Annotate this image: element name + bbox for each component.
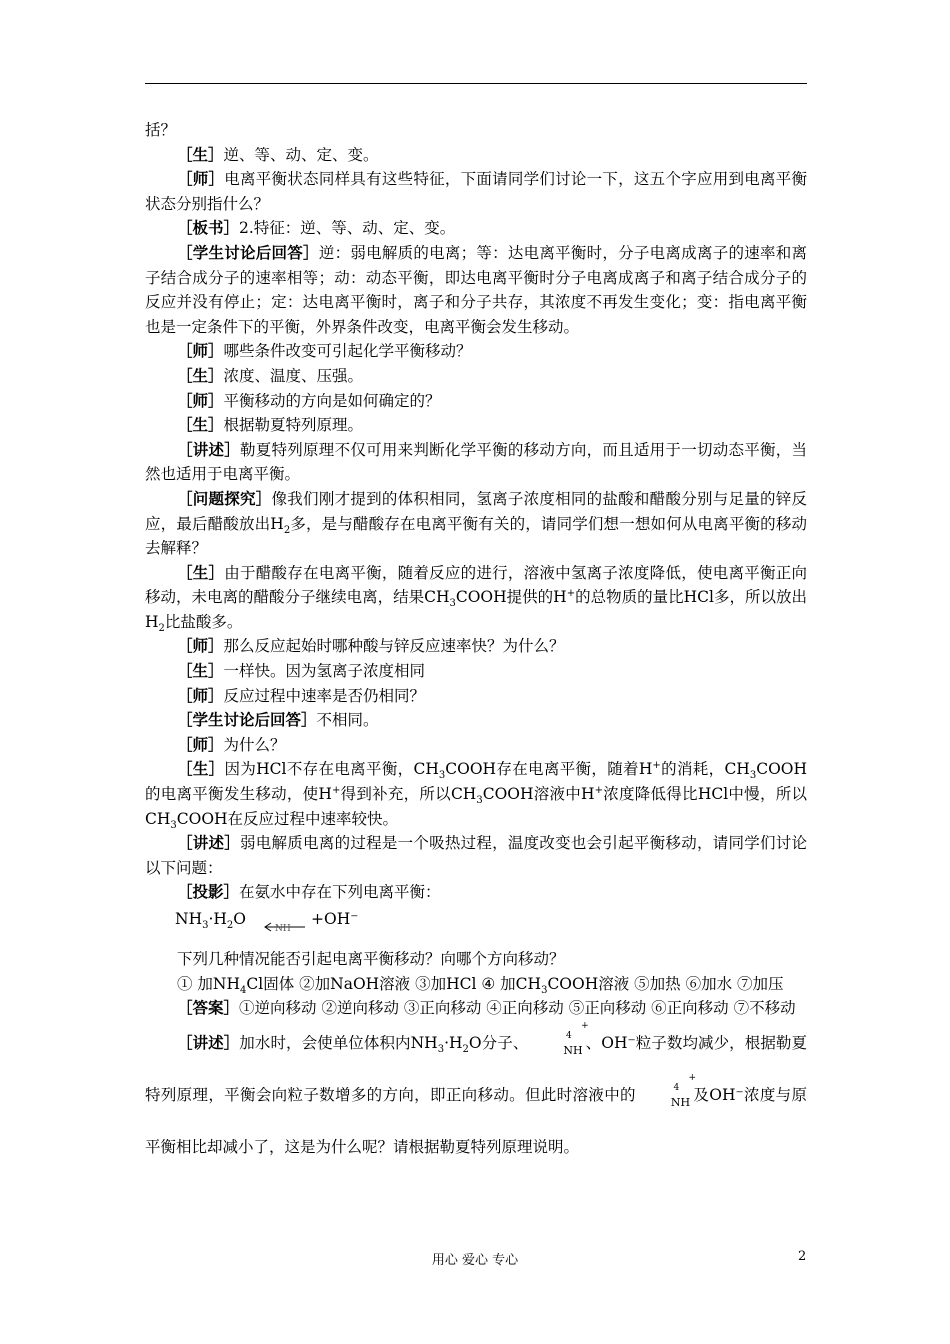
text: 因为HCl不存在电离平衡，CH (224, 760, 439, 779)
role-tag: ［投影］ (177, 883, 240, 902)
paragraph (145, 438, 807, 487)
text: 根据勒夏特列原理。 (223, 416, 364, 435)
role-tag: ［师］ (177, 735, 224, 754)
text: NH (175, 910, 203, 928)
subscript: 3 (749, 770, 757, 782)
text: 一样快。因为氢离子浓度相同 (223, 662, 426, 681)
role-tag: ［讲述］ (177, 440, 241, 459)
subscript: 3 (437, 1043, 445, 1055)
text: 括？ (145, 121, 177, 139)
role-tag: ［学生讨论后回答］ (177, 711, 317, 730)
text: COOH的电离平衡发生移动，使H (145, 760, 807, 804)
paragraph (145, 996, 807, 1021)
paragraph (145, 659, 807, 684)
paragraph (145, 167, 807, 216)
charge-subscript (549, 1021, 589, 1041)
subscript: 3 (202, 920, 209, 932)
paragraph (145, 143, 807, 168)
paragraph (145, 241, 807, 339)
role-tag: ［师］ (177, 170, 225, 189)
text: 、OH⁻粒子数均减少，根据勒夏特列原理，平衡会向粒子数增多的方向，即正向移动。但此时溶液中的 (145, 1033, 807, 1104)
role-tag: ［师］ (177, 391, 224, 410)
paragraph (145, 757, 807, 831)
paragraph (145, 389, 807, 414)
text: 2.特征：逆、等、动、定、变。 (239, 219, 456, 238)
header-rule (145, 83, 807, 84)
role-tag: ［师］ (177, 637, 224, 656)
text: 的总物质的量比HCl多，所以放出H (145, 588, 808, 631)
superscript: + (652, 760, 661, 772)
text: ·H (208, 910, 227, 928)
text: COOH提供的H (455, 588, 567, 607)
text: ① 加NH (177, 974, 241, 993)
text: 反应过程中速率是否仍相同？ (223, 686, 426, 705)
text: 平衡移动的方向是如何确定的？ (223, 391, 441, 410)
text: 弱电解质电离的过程是一个吸热过程，温度改变也会引起平衡移动，请同学们讨论以下问题： (145, 834, 807, 877)
ionization-equation (175, 905, 807, 947)
text: 逆：弱电解质的电离；等：达电离平衡时，分子电离成离子的速率和离子结合成分子的速率相等；动：动态平衡，即达电离平衡时分子电离成离子和离子结合成分子的反应并没有停止；定：达电离平衡时，离子和分子共存，其浓度不再发生变化；变：指电离平衡也是一定条件下的平衡，外界条件改变，电离平衡会发生移动。 (145, 243, 807, 336)
superscript: + (566, 588, 576, 600)
paragraph (145, 561, 807, 635)
subscript: 4 (673, 1082, 680, 1093)
text: 勒夏特列原理不仅可用来判断化学平衡的移动方向，而且适用于一切动态平衡，当然也适用于电离平衡。 (145, 440, 807, 484)
paragraph (145, 733, 807, 758)
text: 的消耗，CH (660, 760, 750, 779)
subscript: 2 (158, 622, 165, 634)
subscript: 3 (449, 598, 456, 610)
role-tag: ［讲述］ (177, 1033, 240, 1052)
equilibrium-arrow-icon (261, 915, 307, 939)
paragraph (145, 118, 807, 143)
role-tag: ［问题探究］ (177, 489, 272, 508)
paragraph (145, 1021, 807, 1169)
text: COOH存在电离平衡，随着H (445, 760, 653, 779)
subscript: 4 (240, 984, 247, 996)
text: 哪些条件改变可引起化学平衡移动？ (223, 342, 472, 361)
superscript: + (331, 784, 341, 796)
ammonium-ion (639, 1072, 697, 1125)
subscript: 2 (226, 920, 234, 932)
role-tag: ［生］ (177, 760, 225, 779)
paragraph (145, 634, 807, 659)
arrow-label: NH (275, 924, 291, 934)
text: O (233, 910, 247, 928)
role-tag: ［生］ (177, 563, 225, 582)
paragraph (145, 831, 807, 880)
text: 加水时，会使单位体积内NH (239, 1033, 438, 1052)
paragraph (145, 339, 807, 364)
role-tag: ［生］ (177, 416, 224, 435)
text: ①逆向移动 ②逆向移动 ③正向移动 ④正向移动 ⑤正向移动 ⑥正向移动 ⑦不移动 (239, 999, 796, 1018)
text: 浓度、温度、压强。 (223, 366, 364, 385)
subscript: 3 (170, 819, 177, 831)
paragraph (145, 708, 807, 733)
text: NH (670, 1095, 691, 1109)
charge-subscript (657, 1073, 697, 1093)
text: 不相同。 (316, 711, 379, 730)
role-tag: ［答案］ (177, 999, 240, 1018)
subscript: 3 (541, 984, 548, 996)
role-tag: ［师］ (177, 686, 224, 705)
role-tag: ［生］ (177, 145, 224, 164)
text: 那么反应起始时哪种酸与锌反应速率快？为什么？ (223, 637, 565, 656)
text: 由于醋酸存在电离平衡，随着反应的进行，溶液中氢离子浓度降低，使电离平衡正向移动，未电离的醋酸分子继续电离，结果CH (145, 563, 807, 607)
role-tag: ［学生讨论后回答］ (177, 243, 319, 262)
paragraph (145, 216, 807, 241)
equation-right: +OH⁻ (311, 910, 359, 928)
ammonium-ion (531, 1020, 589, 1073)
equation-left (175, 907, 246, 932)
text: 电离平衡状态同样具有这些特征，下面请同学们讨论一下，这五个字应用到电离平衡状态分别指什么？ (145, 170, 807, 213)
role-tag: ［板书］ (177, 219, 240, 238)
subscript: 2 (283, 524, 291, 536)
role-tag: ［讲述］ (177, 834, 241, 853)
text: 下列几种情况能否引起电离平衡移动？向哪个方向移动？ (177, 950, 565, 968)
subscript: 2 (462, 1043, 469, 1055)
paragraph (145, 947, 807, 972)
text: 得到补充，所以CH (340, 785, 477, 804)
role-tag: ［生］ (177, 662, 224, 681)
subscript: 3 (476, 795, 483, 807)
text: 多，是与醋酸存在电离平衡有关的，请同学们想一想如何从电离平衡的移动去解释？ (145, 514, 807, 558)
charge: + (688, 1072, 697, 1083)
text: 像我们刚才提到的体积相同，氢离子浓度相同的盐酸和醋酸分别与足量的锌反应，最后醋酸放出H (145, 489, 807, 533)
document-body (145, 118, 807, 1169)
paragraph (145, 880, 807, 905)
superscript: + (594, 784, 603, 796)
paragraph (145, 972, 807, 997)
subscript: 4 (565, 1030, 572, 1041)
text: NH (563, 1043, 583, 1057)
text: 在氨水中存在下列电离平衡： (239, 883, 441, 902)
text: 浓度降低得比HCl中慢，所以CH (145, 785, 807, 828)
text: ·H (444, 1033, 463, 1052)
paragraph (145, 413, 807, 438)
role-tag: ［师］ (177, 342, 224, 361)
text: 及OH⁻浓度与原平衡相比却减小了，这是为什么呢？请根据勒夏特列原理说明。 (145, 1085, 807, 1156)
text: 比盐酸多。 (164, 612, 243, 631)
paragraph (145, 684, 807, 709)
page-footer: 用心 爱心 专心 (431, 1253, 519, 1268)
charge: + (581, 1020, 589, 1031)
paragraph (145, 364, 807, 389)
text: 为什么？ (223, 735, 286, 754)
text: O分子、 (468, 1033, 529, 1052)
page-number: 2 (798, 1249, 807, 1264)
role-tag: ［生］ (177, 366, 224, 385)
text: COOH在反应过程中速率较快。 (176, 809, 399, 828)
paragraph (145, 487, 807, 561)
text: COOH溶液中H (482, 785, 595, 804)
subscript: 3 (438, 770, 446, 782)
text: Cl固体 ②加NaOH溶液 ③加HCl ④ 加CH (246, 974, 542, 993)
text: 逆、等、动、定、变。 (223, 145, 379, 164)
text: COOH溶液 ⑤加热 ⑥加水 ⑦加压 (547, 974, 784, 993)
